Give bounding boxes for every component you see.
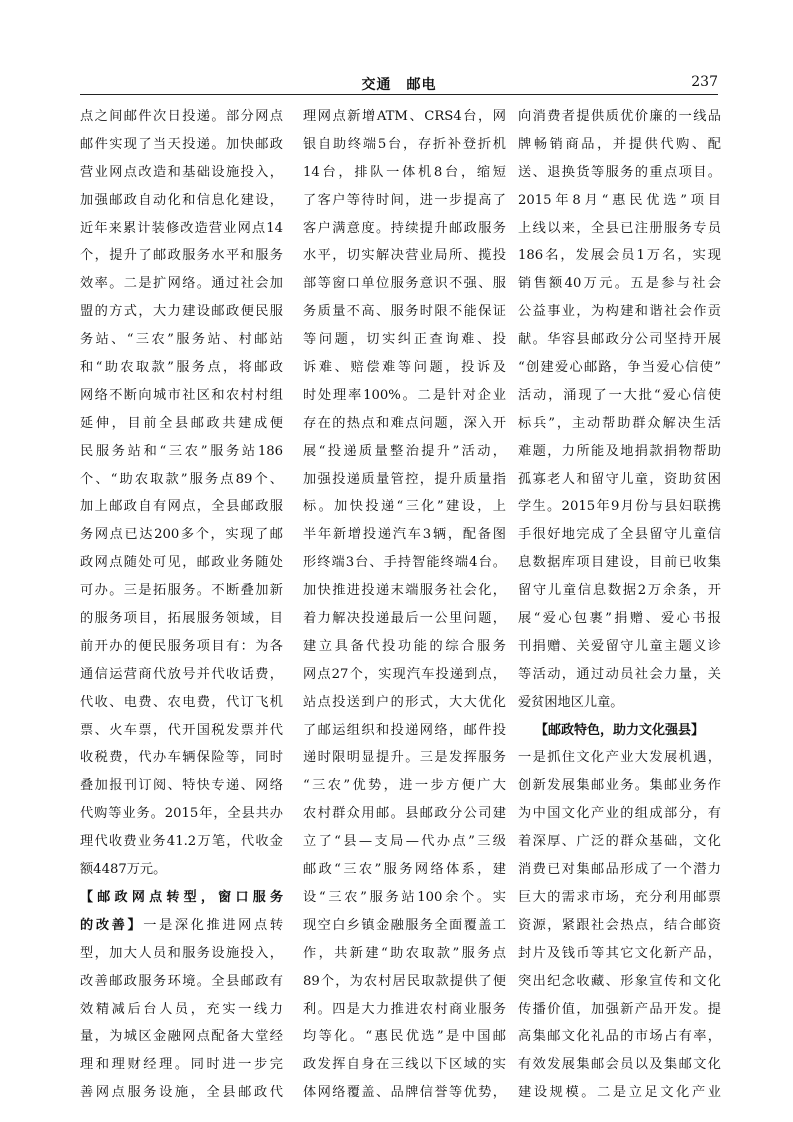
text-line: 近年来累计装修改造营业网点14 xyxy=(80,220,283,236)
text-line: 改善邮政服务环境。全县邮政有 xyxy=(80,973,283,989)
text-line: “创建爱心邮路，争当爱心信使” xyxy=(518,360,721,376)
text-line: 诉难、赔偿难等问题，投诉及 xyxy=(303,360,506,376)
text-line: 186名，发展会员1万名，实现 xyxy=(518,248,721,264)
text-line: 加强邮政自动化和信息化建设， xyxy=(80,192,283,208)
text-line: 14台，排队一体机8台，缩短 xyxy=(303,164,506,180)
text-line: 网点27个，实现汽车投递到点， xyxy=(303,666,506,682)
text-line: 2015年8月“惠民优选”项目 xyxy=(518,192,721,208)
text-line: 了客户等待时间，进一步提高了 xyxy=(303,192,506,208)
text-line: 上线以来，全县已注册服务专员 xyxy=(518,220,721,236)
text-line: 销售额40万元。五是参与社会 xyxy=(518,276,721,292)
text-line: 利。四是大力推进农村商业服务 xyxy=(303,1001,506,1017)
section-heading-tail: 的改善】 xyxy=(80,917,144,933)
text-line: 代购等业务。2015年，全县共办 xyxy=(80,806,283,822)
text-line: 邮政“三农”服务网络体系，建 xyxy=(303,862,506,878)
text-line: 着深厚、广泛的群众基础，文化 xyxy=(518,834,721,850)
text-line: 突出纪念收藏、形象宣传和文化 xyxy=(518,973,721,989)
text-line: 效率。二是扩网络。通过社会加 xyxy=(80,276,283,292)
text-column-1 xyxy=(80,103,284,1101)
text-line: 公益事业，为构建和谐社会作贡 xyxy=(518,304,721,320)
text-line: 作，共新建“助农取款”服务点 xyxy=(303,945,506,961)
text-line: 送、退换货等服务的重点项目。 xyxy=(518,164,721,180)
text-line: 叠加报刊订阅、特快专递、网络 xyxy=(80,778,283,794)
header-rule xyxy=(80,94,718,95)
text-line: 理网点新增ATM、CRS4台，网 xyxy=(303,109,506,124)
text-line: 89个，为农村居民取款提供了便 xyxy=(303,973,506,989)
text-line: 时处理率100%。二是针对企业 xyxy=(303,387,506,403)
text-line: 加快推进投递末端服务社会化， xyxy=(303,583,506,599)
text-line: 展“爱心包裹”捐赠、爱心书报 xyxy=(518,611,721,627)
text-line: 设“三农”服务站100余个。实 xyxy=(303,889,506,905)
text-line: 等问题，切实纠正查询难、投 xyxy=(303,332,506,348)
text-column-2 xyxy=(303,103,506,1101)
text-line: 学生。2015年9月份与县妇联携 xyxy=(518,499,721,515)
text-line: 爱贫困地区儿童。 xyxy=(518,694,624,710)
text-line: 建设规模。二是立足文化产业 xyxy=(518,1085,721,1101)
text-line: 献。华容县邮政分公司坚持开展 xyxy=(518,332,721,348)
text-line: 务网点已达200多个，实现了邮 xyxy=(80,527,283,543)
text-line: 票、火车票，代开国税发票并代 xyxy=(80,722,283,738)
text-line: 加上邮政自有网点，全县邮政服 xyxy=(80,499,283,515)
text-line: 创新发展集邮业务。集邮业务作 xyxy=(518,778,721,794)
text-line: 建立具备代投功能的综合服务 xyxy=(303,638,506,654)
text-line: 效精减后台人员，充实一线力 xyxy=(80,1001,283,1017)
text-line: 消费已对集邮品形成了一个潜力 xyxy=(518,862,721,878)
text-line: 递时限明显提升。三是发挥服务 xyxy=(303,750,506,766)
text-line: 有效发展集邮会员以及集邮文化 xyxy=(518,1057,721,1073)
text-line: 前开办的便民服务项目有：为各 xyxy=(80,638,283,654)
text-line: 加强投递质量管控，提升质量指 xyxy=(303,471,506,487)
text-line: 资源，紧跟社会热点，结合邮资 xyxy=(518,917,721,933)
text-column-3 xyxy=(518,103,721,1101)
text-line: 立了“县—支局—代办点”三级 xyxy=(303,834,506,850)
text-line: 高集邮文化礼品的市场占有率， xyxy=(518,1029,721,1045)
text-line: 牌畅销商品，并提供代购、配 xyxy=(518,136,721,152)
text-line: 站点投送到户的形式，大大优化 xyxy=(303,694,506,710)
section-heading-row xyxy=(80,912,283,940)
text-line: 营业网点改造和基础设施投入， xyxy=(80,164,283,180)
text-line: 盟的方式，大力建设邮政便民服 xyxy=(80,304,283,320)
text-line: 存在的热点和难点问题，深入开 xyxy=(303,415,506,431)
text-line: 银自助终端5台，存折补登折机 xyxy=(303,136,506,152)
text-line: 着力解决投递最后一公里问题， xyxy=(303,611,506,627)
text-line: 体网络覆盖、品牌信誉等优势， xyxy=(303,1085,506,1101)
text-line: 个，提升了邮政服务水平和服务 xyxy=(80,248,283,264)
text-line: 善网点服务设施，全县邮政代 xyxy=(80,1085,283,1101)
text-line: 理代收费业务41.2万笔，代收金 xyxy=(80,834,283,850)
text-line: 一是深化推进网点转 xyxy=(143,917,284,933)
text-line: 的服务项目，拓展服务领域，目 xyxy=(80,611,283,627)
text-line: 半年新增投递汽车3辆，配备图 xyxy=(303,527,506,543)
text-line: 刊捐赠、关爱留守儿童主题义诊 xyxy=(518,638,721,654)
text-line: 政发挥自身在三线以下区域的实 xyxy=(303,1057,506,1073)
text-line: 点之间邮件次日投递。部分网点 xyxy=(80,109,283,124)
header-title: 交通 邮电 xyxy=(361,77,437,93)
text-line: 额4487万元。 xyxy=(80,862,167,878)
text-line: 务质量不高、服务时限不能保证 xyxy=(303,304,506,320)
text-line: 现空白乡镇金融服务全面覆盖工 xyxy=(303,917,506,933)
text-line: 传播价值，加强新产品开发。提 xyxy=(518,1001,721,1017)
text-line: 客户满意度。持续提升邮政服务 xyxy=(303,220,506,236)
text-line: 标兵”，主动帮助群众解决生活 xyxy=(518,415,721,431)
text-line: 延伸，目前全县邮政共建成便 xyxy=(80,415,283,431)
text-line: 向消费者提供质优价廉的一线品 xyxy=(518,109,721,124)
text-line: 理和理财经理。同时进一步完 xyxy=(80,1057,283,1073)
text-line: 留守儿童信息数据2万余条，开 xyxy=(518,583,721,599)
text-line: 务站、“三农”服务站、村邮站 xyxy=(80,332,283,348)
text-line: 民服务站和“三农”服务站186 xyxy=(80,443,283,459)
text-line: 手很好地完成了全县留守儿童信 xyxy=(518,527,721,543)
text-line: 和“助农取款”服务点，将邮政 xyxy=(80,360,283,376)
text-line: 部等窗口单位服务意识不强、服 xyxy=(303,276,506,292)
text-line: 难题，力所能及地捐款捐物帮助 xyxy=(518,443,721,459)
text-line: 活动，涌现了一大批“爱心信使 xyxy=(518,387,721,403)
text-line: “三农”优势，进一步方便广大 xyxy=(303,778,506,794)
text-line: 网络不断向城市社区和农村村组 xyxy=(80,387,283,403)
text-line: 代收、电费、农电费，代订飞机 xyxy=(80,694,283,710)
text-line: 可办。三是拓服务。不断叠加新 xyxy=(80,583,283,599)
text-line: 孤寡老人和留守儿童，资助贫困 xyxy=(518,471,721,487)
text-line: 均等化。“惠民优选”是中国邮 xyxy=(303,1029,506,1045)
running-header xyxy=(80,74,718,94)
section-heading: 【邮政网点转型，窗口服务 xyxy=(80,889,283,905)
text-line: 形终端3台、手持智能终端4台。 xyxy=(303,555,506,571)
text-line: 邮件实现了当天投递。加快邮政 xyxy=(80,136,283,152)
text-line: 巨大的需求市场，充分利用邮票 xyxy=(518,889,721,905)
page-number: 237 xyxy=(691,74,718,90)
text-line: 封片及钱币等其它文化新产品， xyxy=(518,945,721,961)
text-line: 了邮运组织和投递网络，邮件投 xyxy=(303,722,506,738)
text-line: 等活动，通过动员社会力量，关 xyxy=(518,666,721,682)
text-line: 展“投递质量整治提升”活动， xyxy=(303,443,506,459)
text-line: 息数据库项目建设，目前已收集 xyxy=(518,555,721,571)
text-line: 为中国文化产业的组成部分，有 xyxy=(518,806,721,822)
text-line: 一是抓住文化产业大发展机遇， xyxy=(518,750,721,766)
text-line: 农村群众用邮。县邮政分公司建 xyxy=(303,806,506,822)
section-heading: 【邮政特色，助力文化强县】 xyxy=(534,722,704,738)
text-line: 量，为城区金融网点配备大堂经 xyxy=(80,1029,283,1045)
text-line: 收税费，代办车辆保险等，同时 xyxy=(80,750,283,766)
text-line: 政网点随处可见，邮政业务随处 xyxy=(80,555,283,571)
text-line: 型，加大人员和服务设施投入， xyxy=(80,945,283,961)
text-line: 水平，切实解决营业局所、揽投 xyxy=(303,248,506,264)
text-line: 通信运营商代放号并代收话费， xyxy=(80,666,283,682)
text-line: 个、“助农取款”服务点89个、 xyxy=(80,471,283,487)
text-line: 标。加快投递“三化”建设，上 xyxy=(303,499,506,515)
